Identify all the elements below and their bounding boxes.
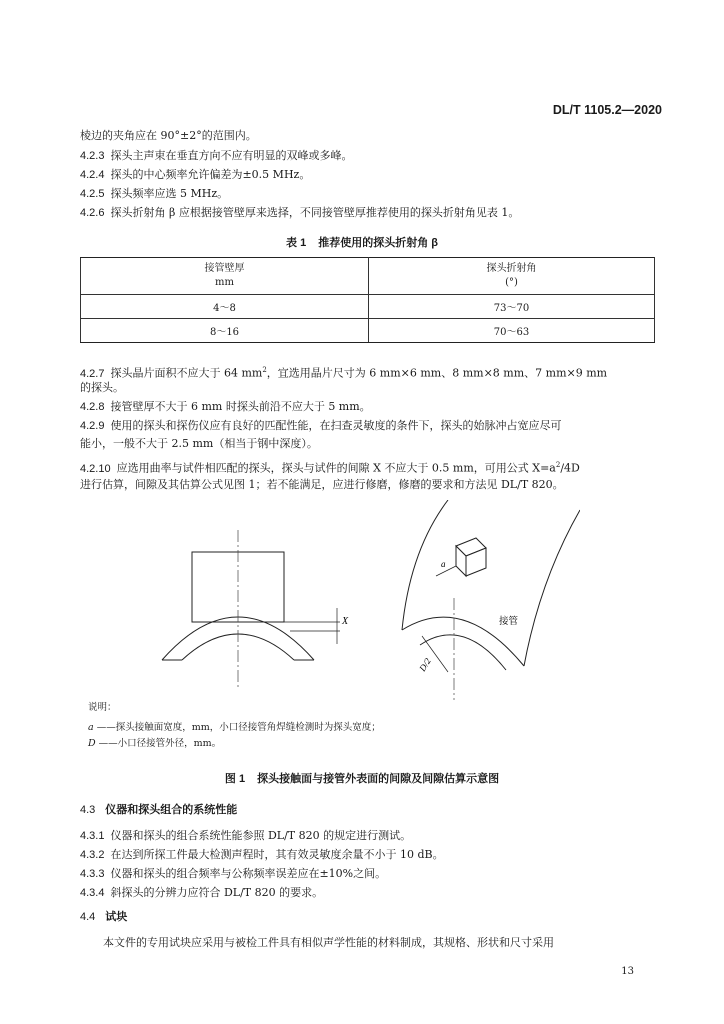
table-caption-text: 推荐使用的探头折射角 β <box>318 237 438 249</box>
right-pipe-diagram <box>402 500 580 700</box>
clause-4-2-8 <box>80 397 654 417</box>
clause-text: 探头频率应选 5 MHz。 <box>110 187 229 200</box>
table-row <box>81 295 655 319</box>
clause-number: 4.3.2 <box>80 849 105 861</box>
table-caption-number: 表 1 <box>286 237 307 249</box>
clause-4-3-4 <box>80 883 654 903</box>
clause-text: 在达到所探工件最大检测声程时，其有效灵敏度余量不小于 10 dB。 <box>110 848 444 861</box>
pipe-right-edge <box>524 510 580 666</box>
table-caption <box>0 234 724 250</box>
gap-label-x: X <box>342 616 349 627</box>
clause-number: 4.3.3 <box>80 868 105 880</box>
pipe-end-inner-arc <box>420 635 506 670</box>
clause-number: 4.2.4 <box>80 169 105 181</box>
figure-caption-number: 图 1 <box>224 773 246 785</box>
clause-4-2-9 <box>80 416 654 436</box>
clause-number: 4.2.5 <box>80 188 105 200</box>
figure-legend <box>88 700 381 752</box>
section-number: 4.4 <box>80 911 96 923</box>
section-title-text: 仪器和探头组合的系统性能 <box>105 804 238 816</box>
gap-estimation-figure <box>140 500 580 700</box>
clause-4-2-4 <box>80 165 654 185</box>
clause-number: 4.2.3 <box>80 150 105 162</box>
radius-label: D/2 <box>417 656 433 674</box>
clause-text: 仪器和探头的组合系统性能参照 DL/T 820 的规定进行测试。 <box>110 829 412 842</box>
clause-number: 4.2.6 <box>80 207 105 219</box>
document-id-header: DL/T 1105.2—2020 <box>552 103 662 117</box>
cell-angle: 70～63 <box>369 319 655 343</box>
legend-item-a <box>88 720 381 736</box>
column-header-angle: 探头折射角 (°) <box>369 258 655 295</box>
clause-4-3-3 <box>80 864 654 884</box>
figure-caption-text: 探头接触面与接管外表面的间隙及间隙估算示意图 <box>257 773 500 785</box>
legend-symbol: a <box>88 722 94 733</box>
figure-caption <box>0 770 724 786</box>
section-title-text: 试块 <box>105 911 128 923</box>
clause-4-2-7-continued: 的探头。 <box>80 381 124 394</box>
legend-description: ——探头接触面宽度，mm，小口径接管角焊缝检测时为探头宽度； <box>96 722 381 733</box>
clause-text: 斜探头的分辨力应符合 DL/T 820 的要求。 <box>110 886 324 899</box>
clause-text: 探头的中心频率允许偏差为±0.5 MHz。 <box>110 168 311 181</box>
cell-thickness: 4～8 <box>81 295 369 319</box>
clause-4-2-3 <box>80 146 654 166</box>
clause-number: 4.2.10 <box>80 462 111 475</box>
left-probe-diagram <box>162 530 349 690</box>
clause-number: 4.2.9 <box>80 420 105 432</box>
legend-description: ——小口径接管外径，mm。 <box>98 738 222 749</box>
table-row <box>81 319 655 343</box>
clause-4-3-1 <box>80 826 654 846</box>
probe-width-label-a: a <box>441 559 446 569</box>
legend-item-d <box>88 736 381 752</box>
clause-text: 探头折射角 β 应根据接管壁厚来选择，不同接管壁厚推荐使用的探头折射角见表 1。 <box>110 206 520 219</box>
legend-symbol: D <box>88 738 96 749</box>
clause-number: 4.3.1 <box>80 830 105 842</box>
clause-4-2-9-continued: 能小，一般不大于 2.5 mm（相当于钢中深度）。 <box>80 437 318 450</box>
clause-text: 使用的探头和探伤仪应有良好的匹配性能，在扫查灵敏度的条件下，探头的始脉冲占宽应尽可 <box>110 419 562 432</box>
clause-4-2-10: 4.2.10 应选用曲率与试件相匹配的探头，探头与试件的间隙 X 不应大于 0.5 mm，可用公式 $X=a^2/4D$ <box>80 455 654 479</box>
clause-number: 4.3.4 <box>80 887 105 899</box>
refraction-angle-table <box>80 257 655 343</box>
clause-4-2-5 <box>80 184 654 204</box>
section-4-3-title <box>80 801 237 817</box>
cell-thickness: 8～16 <box>81 319 369 343</box>
legend-title: 说明： <box>88 702 117 713</box>
cell-angle: 73～70 <box>369 295 655 319</box>
clause-4-2-7: 4.2.7 探头晶片面积不应大于 64 $mm^2$，宜选用晶片尺寸为 6 mm×6 mm、8 mm×8 mm、7 mm×9 mm <box>80 360 654 384</box>
clause-number: 4.2.7 <box>80 367 105 380</box>
column-header-thickness: 接管壁厚 mm <box>81 258 369 295</box>
pipe-label: 接管 <box>499 616 519 627</box>
section-4-4-title <box>80 908 127 924</box>
clause-4-2-6 <box>80 203 654 223</box>
section-4-4-text: 本文件的专用试块应采用与被检工件具有相似声学性能的材料制成，其规格、形状和尺寸采用 <box>103 936 554 949</box>
clause-text: 仪器和探头的组合频率与公称频率误差应在±10%之间。 <box>110 867 387 880</box>
a-dimension-line <box>436 566 456 576</box>
section-number: 4.3 <box>80 804 96 816</box>
clause-number: 4.2.8 <box>80 401 105 413</box>
clause-4-2-10-continued: 进行估算，间隙及其估算公式见图 1；若不能满足，应进行修磨，修磨的要求和方法见 DL/T 820。 <box>80 478 564 491</box>
page-number: 13 <box>621 966 634 977</box>
clause-text: 接管壁厚不大于 6 mm 时探头前沿不应大于 5 mm。 <box>110 400 371 413</box>
clause-4-3-2 <box>80 845 654 865</box>
paragraph-continuation: 棱边的夹角应在 90°±2°的范围内。 <box>80 129 257 142</box>
clause-text: 探头主声束在垂直方向不应有明显的双峰或多峰。 <box>110 149 353 162</box>
